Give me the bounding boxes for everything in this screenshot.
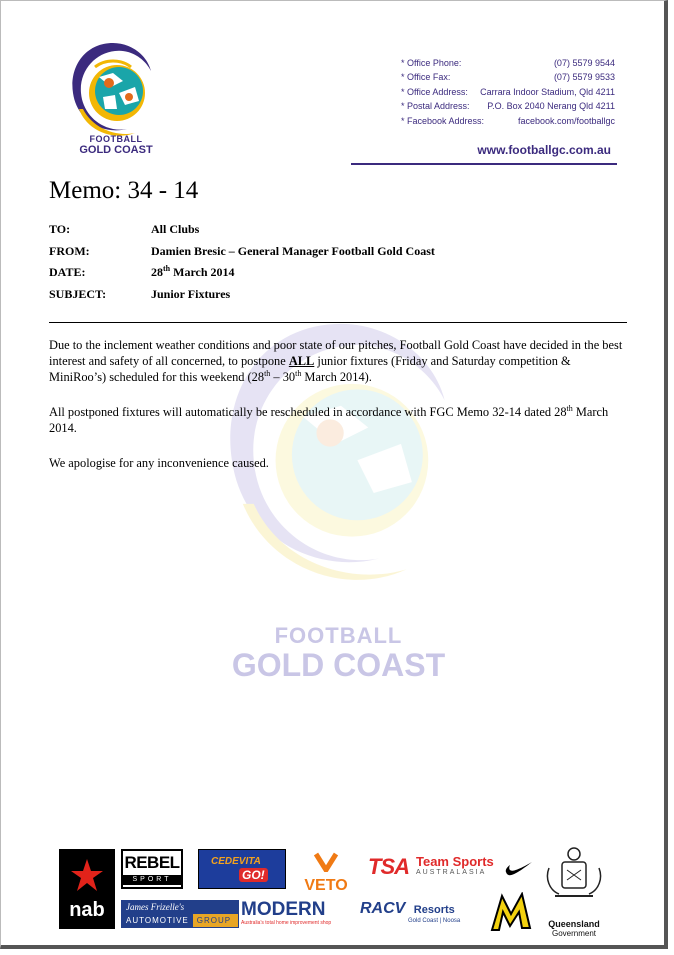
- contact-label: * Office Phone:: [401, 58, 462, 68]
- field-to: [49, 219, 435, 241]
- website-link[interactable]: www.footballgc.com.au: [477, 143, 611, 157]
- contact-value: facebook.com/footballgc: [517, 115, 615, 126]
- racv-locations: Gold Coast | Noosa: [408, 918, 461, 924]
- contact-label: * Office Fax:: [401, 72, 451, 83]
- field-label: TO:: [49, 222, 71, 236]
- star-icon: [69, 857, 105, 893]
- contact-row: [401, 114, 615, 128]
- date-suffix: th: [163, 264, 171, 273]
- m-logo-icon: [488, 892, 534, 932]
- watermark-line-2: GOLD COAST: [231, 647, 446, 683]
- automotive-text: AUTOMOTIVE: [122, 914, 193, 927]
- rebel-text: REBEL: [124, 853, 180, 872]
- queensland-government-logo: [543, 846, 605, 938]
- body-text: – 30: [270, 370, 296, 384]
- body-text: All postponed fixtures will automatically be rescheduled in accordance with FGC Memo 32-14 dated 28: [49, 405, 567, 419]
- contact-row: [401, 56, 615, 70]
- field-value: Damien Bresic – General Manager Football Gold Coast: [151, 243, 435, 258]
- james-sub: [122, 914, 238, 927]
- contact-value: (07) 5579 9544: [553, 58, 615, 68]
- rebel-sport-text: SPORT: [123, 875, 181, 885]
- body-paragraph-3: We apologise for any inconvenience caused.: [49, 456, 269, 470]
- field-subject: [49, 284, 435, 306]
- contact-label: * Postal Address:: [401, 101, 470, 112]
- modern-text: MODERN: [241, 899, 326, 920]
- body-text: Due to the inclement weather conditions and poor state of our pitches, Football Gold Coast have decided in the best interest and safety of all concerned, to postpone: [49, 338, 623, 368]
- contact-label: * Office Address:: [401, 86, 468, 97]
- contact-value: (07) 5579 9533: [553, 72, 615, 83]
- emphasis-all: [289, 354, 314, 368]
- field-value: All Clubs: [151, 222, 200, 236]
- date-month-year: March 2014: [170, 265, 235, 279]
- veto-text: VETO: [304, 877, 348, 894]
- logo-line-1: FOOTBALL: [89, 134, 143, 144]
- date-day: 28: [151, 265, 163, 279]
- veto-mark-icon: [298, 852, 354, 872]
- logo-line-2: GOLD COAST: [79, 144, 153, 156]
- header-divider: [351, 163, 617, 165]
- field-date: [49, 262, 435, 284]
- contact-details: [401, 56, 615, 128]
- cedevita-go-logo: [198, 849, 286, 889]
- nike-swoosh-icon: [504, 858, 534, 878]
- nab-logo: [59, 849, 115, 929]
- tsa-text: TSA: [368, 854, 409, 879]
- resorts-text: Resorts: [413, 904, 455, 916]
- queensland-text: Queensland: [548, 919, 600, 929]
- cedevita-text: CEDEVITA: [211, 856, 261, 867]
- memo-body: [49, 337, 629, 490]
- memo-title: Memo: 34 - 14: [49, 177, 199, 204]
- body-text: March 2014.: [49, 405, 609, 435]
- sponsor-logos: [56, 844, 616, 938]
- body-paragraph-2: [49, 404, 629, 436]
- field-label: FROM:: [49, 243, 90, 258]
- rebel-sport-logo: [121, 849, 183, 889]
- contact-row: [401, 99, 615, 113]
- racv-text: RACV: [360, 900, 406, 917]
- contact-value: P.O. Box 2040 Nerang Qld 4211: [487, 101, 615, 112]
- watermark-line-1: FOOTBALL: [274, 623, 403, 648]
- field-value: [151, 262, 235, 284]
- memo-fields: [49, 219, 435, 305]
- government-text: Government: [551, 929, 597, 938]
- ordinal-suffix: th: [264, 368, 271, 378]
- james-text: James Frizelle's: [122, 901, 238, 914]
- contact-row: [401, 70, 615, 84]
- ordinal-suffix: th: [566, 403, 573, 413]
- modern-tagline: Australia's total home improvement shop: [241, 920, 332, 926]
- nab-text: nab: [69, 899, 105, 921]
- contact-label: * Facebook Address:: [401, 115, 485, 126]
- ordinal-suffix: th: [295, 368, 302, 378]
- james-frizelles-logo: [121, 900, 239, 928]
- emphasis-text: ALL: [288, 354, 315, 368]
- body-paragraph-1: [49, 337, 629, 385]
- field-label: DATE:: [49, 265, 86, 279]
- team-sports-sub: AUSTRALASIA: [416, 869, 487, 876]
- body-text: March 2014).: [301, 370, 372, 384]
- cedevita-go-text: GO!: [239, 868, 268, 882]
- logo-wordmark: [71, 135, 161, 156]
- field-label: SUBJECT:: [49, 286, 107, 301]
- modern-logo: [241, 900, 351, 930]
- coat-of-arms-icon: [543, 846, 605, 900]
- team-sports-text: Team Sports: [416, 854, 494, 869]
- racv-resorts-logo: [360, 900, 480, 930]
- watermark-text: [201, 625, 476, 681]
- field-from: [49, 241, 435, 263]
- veto-logo: [298, 852, 354, 892]
- tsa-logo: [368, 854, 416, 884]
- team-sports-logo: [416, 854, 502, 884]
- field-value: Junior Fixtures: [151, 286, 231, 301]
- contact-value: Carrara Indoor Stadium, Qld 4211: [480, 86, 615, 97]
- contact-row: [401, 85, 615, 99]
- body-text: junior fixtures (Friday and Saturday competition & MiniRoo’s) scheduled for this weekend (28: [49, 354, 571, 384]
- group-text: GROUP: [193, 914, 238, 927]
